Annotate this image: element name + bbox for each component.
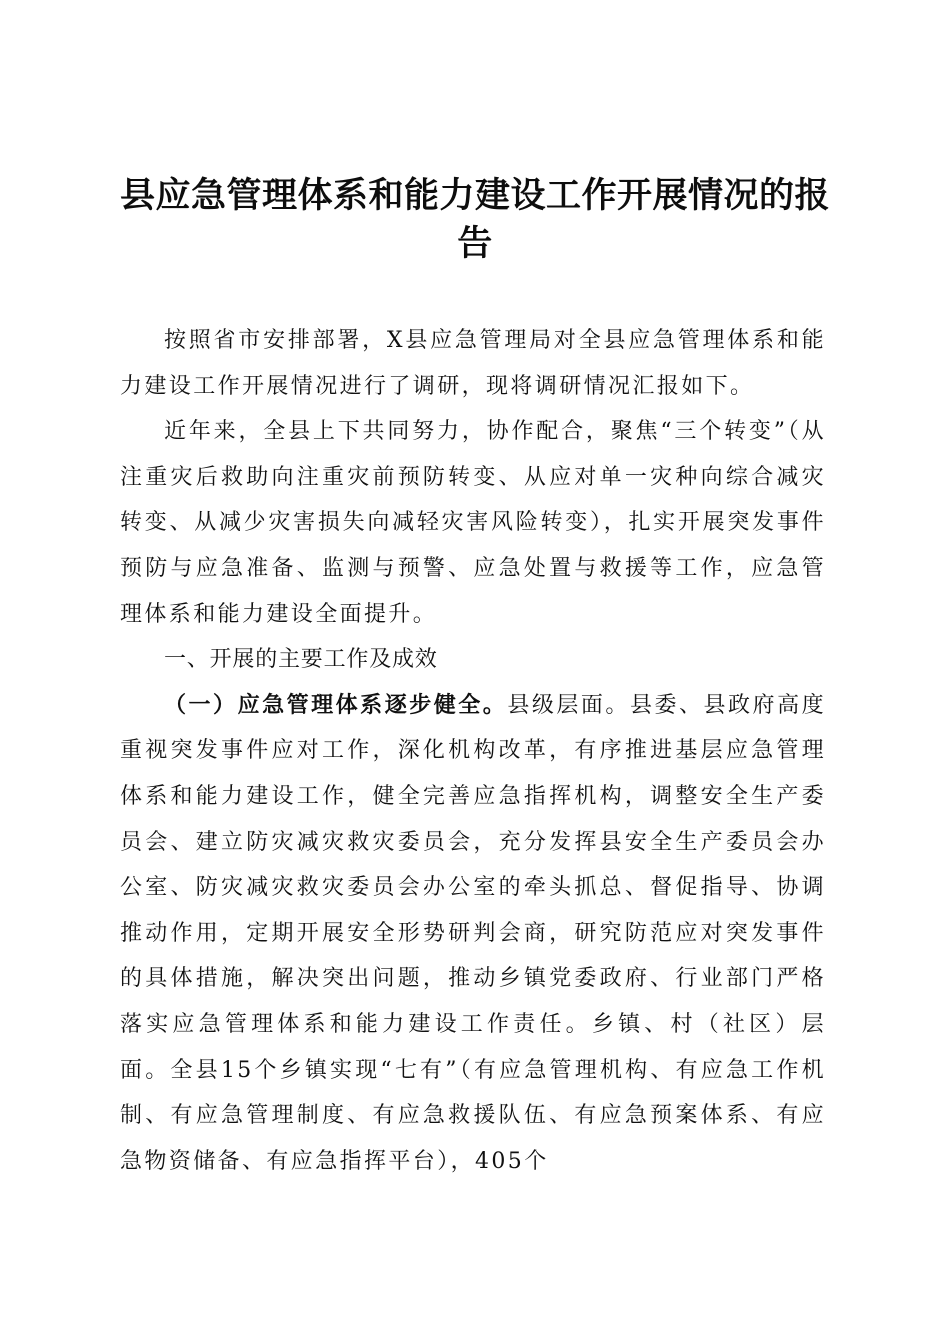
subsection-paragraph xyxy=(120,683,826,1185)
subsection-lead: （一）应急管理体系逐步健全。 xyxy=(164,691,508,718)
section-heading: 一、开展的主要工作及成效 xyxy=(164,647,438,673)
document-body xyxy=(120,318,826,1184)
document-title: 县应急管理体系和能力建设工作开展情况的报告 xyxy=(119,175,830,264)
overview-paragraph: 近年来，全县上下共同努力，协作配合，聚焦“三个转变”（从注重灾后救助向注重灾前预防转变、从应对单一灾种向综合减灾转变、从减少灾害损失向减轻灾害风险转变），扎实开展突发事件预防与应急准备、监测与预警、应急处置与救援等工作，应急管理体系和能力建设全面提升。 xyxy=(120,419,826,627)
intro-paragraph: 按照省市安排部署，X县应急管理局对全县应急管理体系和能力建设工作开展情况进行了调研，现将调研情况汇报如下。 xyxy=(120,328,826,399)
subsection-body: 县级层面。县委、县政府高度重视突发事件应对工作，深化机构改革，有序推进基层应急管理体系和能力建设工作，健全完善应急指挥机构，调整安全生产委员会、建立防灾减灾救灾委员会，充分发挥县安全生产委员会办公室、防灾减灾救灾委员会办公室的牵头抓总、督促指导、协调推动作用，定期开展安全形势研判会商，研究防范应对突发事件的具体措施，解决突出问题，推动乡镇党委政府、行业部门严格落实应急管理体系和能力建设工作责任。乡镇、村（社区）层面。全县15个乡镇实现“七有”（有应急管理机构、有应急工作机制、有应急管理制度、有应急救援队伍、有应急预案体系、有应急物资储备、有应急指挥平台），405个 xyxy=(120,692,827,1174)
